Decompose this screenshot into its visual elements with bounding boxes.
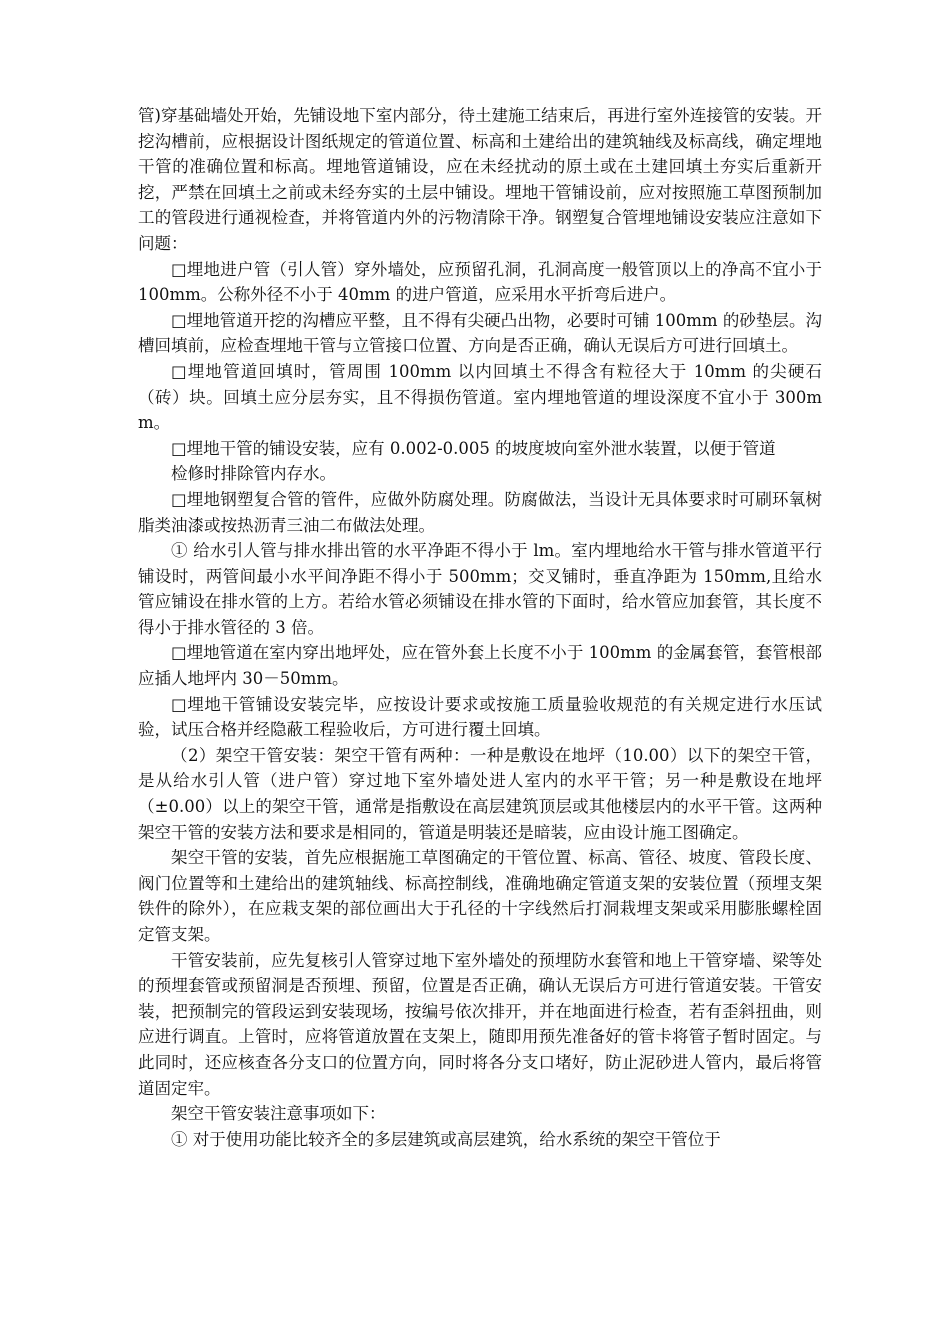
paragraph-13: 干管安装前，应先复核引人管穿过地下室外墙处的预埋防水套管和地上干管穿墙、梁等处的预埋套管或预留洞是否预埋、预留，位置是否正确，确认无误后方可进行管道安装。干管安装，把预制完的管段运到安装现场，按编号依次排开，并在地面进行检查，若有歪斜扭曲，则应进行调直。上管时，应将管道放置在支架上，随即用预先准备好的管卡将管子暂时固定。与此同时，还应核查各分支口的位置方向，同时将各分支口堵好，防止泥砂进人管内，最后将管道固定牢。 xyxy=(138,950,822,1098)
paragraph-10: □埋地干管铺设安装完毕，应按设计要求或按施工质量验收规范的有关规定进行水压试验，试压合格并经隐蔽工程验收后，方可进行覆土回填。 xyxy=(138,694,822,740)
paragraph-11: （2）架空干管安装：架空干管有两种：一种是敷设在地坪（10.00）以下的架空干管，是从给水引人管（进户管）穿过地下室外墙处进人室内的水平干管；另一种是敷设在地坪（±0.00）以上的架空干管，通常是指敷设在高层建筑顶层或其他楼层内的水平干管。这两种架空干管的安装方法和要求是相同的，管道是明装还是暗装，应由设计施工图确定。 xyxy=(138,745,822,842)
paragraph-5: □埋地干管的铺设安装，应有 0.002-0.005 的坡度坡向室外泄水装置，以便于管道 xyxy=(171,438,776,458)
paragraph-4: □埋地管道回填时，管周围 100mm 以内回填土不得含有粒径大于 10mm 的尖硬石（砖）块。回填土应分层夯实，且不得损伤管道。室内埋地管道的埋设深度不宜小于 300mm。 xyxy=(138,361,822,433)
paragraph-6: 检修时排除管内存水。 xyxy=(171,464,336,484)
paragraph-14: 架空干管安装注意事项如下： xyxy=(171,1104,386,1124)
paragraph-1: 管)穿基础墙处开始，先铺设地下室内部分，待土建施工结束后，再进行室外连接管的安装。开挖沟槽前，应根据设计图纸规定的管道位置、标高和土建给出的建筑轴线及标高线，确定埋地干管的准确位置和标高。埋地管道铺设，应在未经扰动的原土或在土建回填土夯实后重新开挖，严禁在回填土之前或未经夯实的土层中铺设。埋地干管铺设前，应对按照施工草图预制加工的管段进行通视检查，并将管道内外的污物清除干净。钢塑复合管埋地铺设安装应注意如下问题： xyxy=(138,106,822,253)
paragraph-15: ① 对于使用功能比较齐全的多层建筑或高层建筑，给水系统的架空干管位于 xyxy=(171,1129,721,1149)
paragraph-3: □埋地管道开挖的沟槽应平整，且不得有尖硬凸出物，必要时可铺 100mm 的砂垫层。沟槽回填前，应检查埋地干管与立管接口位置、方向是否正确，确认无误后方可进行回填土。 xyxy=(138,310,822,356)
paragraph-7: □埋地钢塑复合管的管件，应做外防腐处理。防腐做法，当设计无具体要求时可刷环氧树脂类油漆或按热沥青三油二布做法处理。 xyxy=(138,489,822,535)
paragraph-9: □埋地管道在室内穿出地坪处，应在管外套上长度不小于 100mm 的金属套管，套管根部应插人地坪内 30－50mm。 xyxy=(138,643,822,689)
document-body xyxy=(138,103,822,1152)
paragraph-8: ① 给水引人管与排水排出管的水平净距不得小于 lm。室内埋地给水干管与排水管道平行铺设时，两管间最小水平间净距不得小于 500mm；交叉铺时，垂直净距为 150mm,且给水管应铺设在排水管的上方。若给水管必须铺设在排水管的下面时，给水管应加套管，其长度不得小于排水管径的 3 倍。 xyxy=(138,541,822,637)
paragraph-2: □埋地进户管（引人管）穿外墙处，应预留孔洞，孔洞高度一般管顶以上的净高不宜小于 100mm。公称外径不小于 40mm 的进户管道，应采用水平折弯后进户。 xyxy=(138,259,822,305)
paragraph-12: 架空干管的安装，首先应根据施工草图确定的干管位置、标高、管径、坡度、管段长度、阀门位置等和土建给出的建筑轴线、标高控制线，准确地确定管道支架的安装位置（预埋支架铁件的除外），在应栽支架的部位画出大于孔径的十字线然后打洞栽埋支架或采用膨胀螺栓固定管支架。 xyxy=(138,848,822,944)
